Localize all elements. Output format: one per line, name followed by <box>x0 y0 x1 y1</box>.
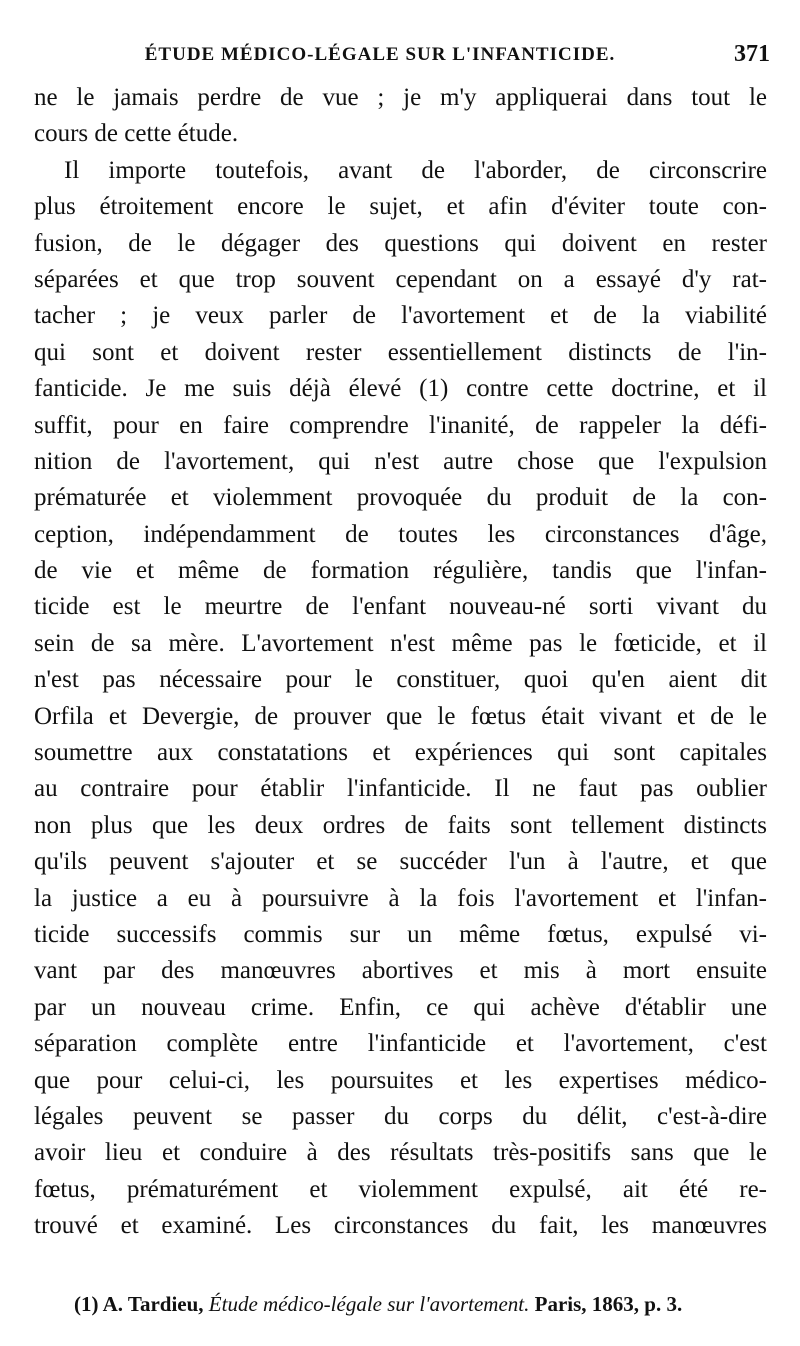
text-line: sein de sa mère. L'avortement n'est même pas le fœticide, et il <box>34 629 767 657</box>
text-line: fanticide. Je me suis déjà élevé (1) contre cette doctrine, et il <box>34 375 767 403</box>
body-text <box>34 80 767 1245</box>
text-line: prématurée et violemment provoquée du produit de la con- <box>34 484 767 512</box>
text-line: ne le jamais perdre de vue ; je m'y appliquerai dans tout le <box>34 84 767 111</box>
text-line: avoir lieu et conduire à des résultats très-positifs sans que le <box>34 1139 767 1167</box>
footnote-marker: (1) <box>74 1292 99 1316</box>
text-line: plus étroitement encore le sujet, et afin d'éviter toute con- <box>34 193 767 221</box>
text-line: séparées et que trop souvent cependant on a essayé d'y rat- <box>34 265 767 293</box>
text-line: qui sont et doivent rester essentiellement distincts de l'in- <box>34 338 767 366</box>
text-line: que pour celui-ci, les poursuites et les expertises médico- <box>34 1066 767 1094</box>
text-line: ception, indépendamment de toutes les circonstances d'âge, <box>34 520 767 548</box>
text-line: ticide est le meurtre de l'enfant nouveau-né sorti vivant du <box>34 593 767 621</box>
text-line: ticide successifs commis sur un même fœtus, expulsé vi- <box>34 920 767 948</box>
running-head <box>30 41 770 74</box>
text-line: fusion, de le dégager des questions qui doivent en rester <box>34 229 767 257</box>
text-line: qu'ils peuvent s'ajouter et se succéder l'un à l'autre, et que <box>34 848 767 876</box>
text-line: nition de l'avortement, qui n'est autre chose que l'expulsion <box>34 447 767 475</box>
text-line: par un nouveau crime. Enfin, ce qui achève d'établir une <box>34 993 767 1021</box>
text-line: cours de cette étude. <box>34 120 239 148</box>
text-line: vant par des manœuvres abortives et mis à mort ensuite <box>34 957 767 985</box>
footnote-author: A. Tardieu, <box>102 1292 204 1316</box>
text-line: Il importe toutefois, avant de l'aborder, de circonscrire <box>64 156 767 184</box>
text-line: fœtus, prématurément et violemment expulsé, ait été re- <box>34 1175 767 1203</box>
footnote-title: Étude médico-légale sur l'avortement. <box>208 1292 530 1316</box>
text-line: séparation complète entre l'infanticide et l'avortement, c'est <box>34 1030 767 1058</box>
text-line: soumettre aux constatations et expériences qui sont capitales <box>34 739 767 767</box>
text-line: Orfila et Devergie, de prouver que le fœtus était vivant et de le <box>34 702 767 730</box>
text-line: légales peuvent se passer du corps du délit, c'est-à-dire <box>34 1102 767 1130</box>
text-line: non plus que les deux ordres de faits sont tellement distincts <box>34 811 767 839</box>
footnote-place-year: Paris, 1863, p. 3. <box>534 1292 683 1316</box>
text-line: trouvé et examiné. Les circonstances du fait, les manœuvres <box>34 1212 767 1240</box>
text-line: suffit, pour en faire comprendre l'inanité, de rappeler la défi- <box>34 411 767 439</box>
text-line: tacher ; je veux parler de l'avortement et de la viabilité <box>34 302 767 330</box>
text-line: n'est pas nécessaire pour le constituer, quoi qu'en aient dit <box>34 666 767 694</box>
text-line: la justice a eu à poursuivre à la fois l'avortement et l'infan- <box>34 884 767 912</box>
footnote <box>74 1292 682 1317</box>
page-number: 371 <box>734 41 770 67</box>
text-line: au contraire pour établir l'infanticide. Il ne faut pas oublier <box>34 775 767 803</box>
running-title: ÉTUDE MÉDICO-LÉGALE SUR L'INFANTICIDE. <box>144 44 616 65</box>
text-line: de vie et même de formation régulière, tandis que l'infan- <box>34 557 767 585</box>
